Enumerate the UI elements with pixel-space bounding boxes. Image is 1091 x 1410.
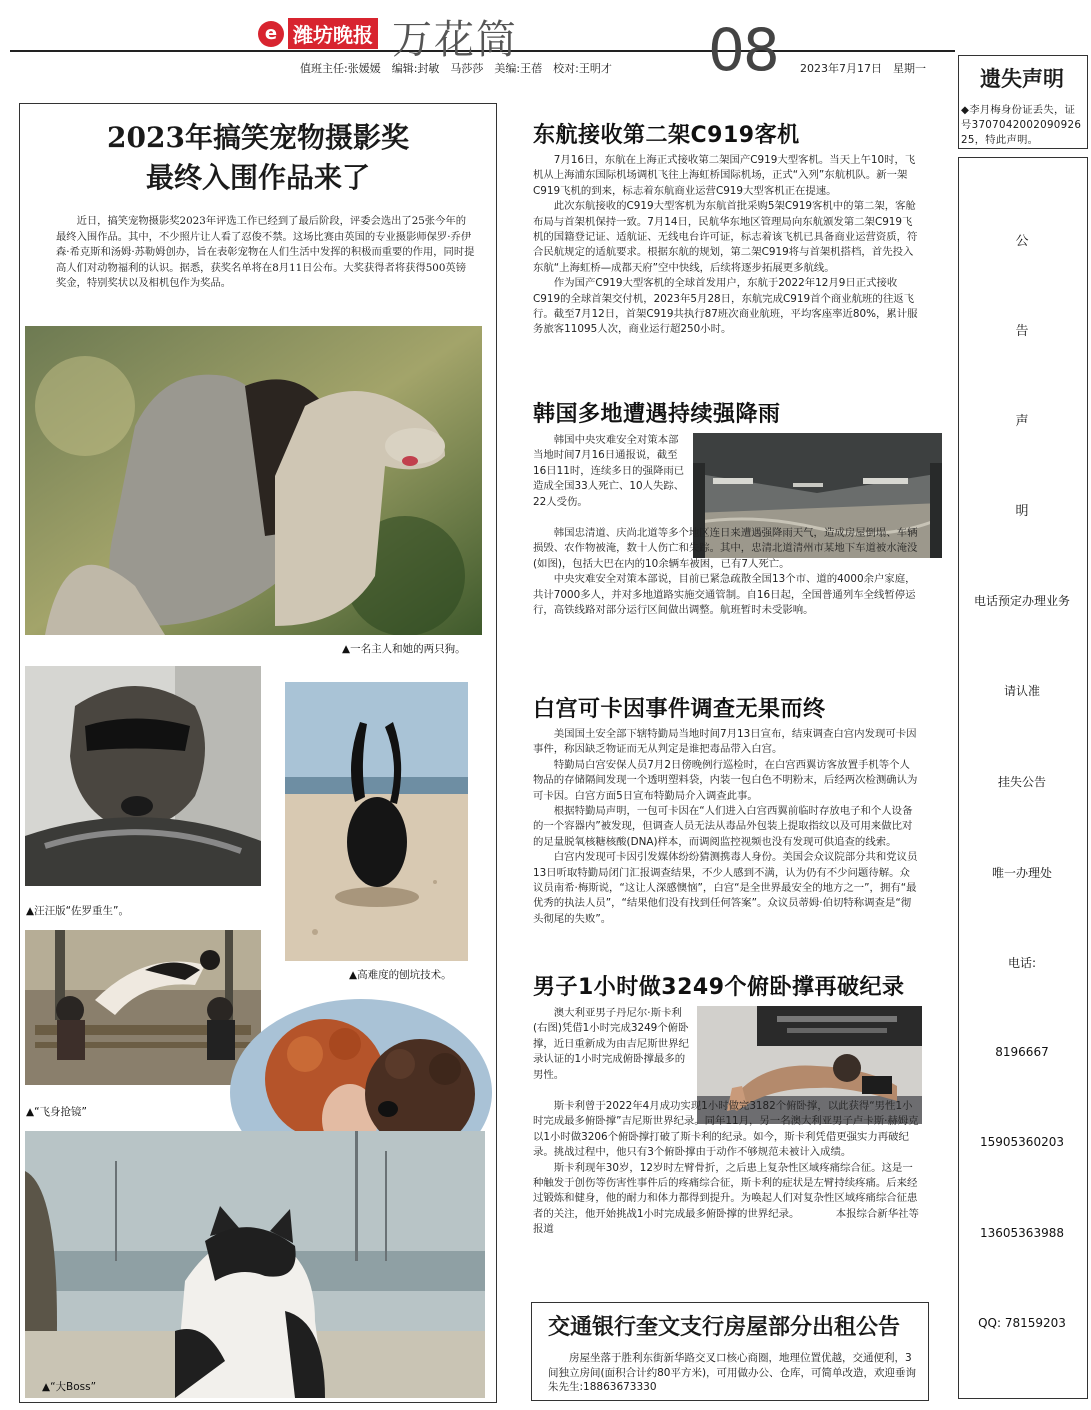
- logo-mark-icon: e: [258, 21, 284, 47]
- photo-dog-driver: [25, 666, 261, 886]
- article-c919-title: 东航接收第二架C919客机: [533, 123, 800, 148]
- photo-dog-digging: [285, 682, 468, 961]
- qq-number: QQ: 78159203: [978, 1316, 1066, 1330]
- photo-owner-dogs: [25, 326, 482, 635]
- article-pushup-title: 男子1小时做3249个俯卧撑再破纪录: [533, 975, 905, 1000]
- pets-headline-line2: 最终入围作品来了: [145, 161, 370, 194]
- article-c919-para: 此次东航接收的C919大型客机为东航首批采购5架C919客机中的第二架，客舱布局与首架机保持一致。7月14日，民航华东地区管理局向东航颁发第二架C919飞机的国籍登记证、适航证、无线电台许可证，标志着该飞机已具备商业运营资质，符合民航规定的适航要求。根据东航的规划，第二架C919将与首架机搭档，首先投入东航“上海虹桥—成都天府”空中快线，后续将逐步拓展更多航线。: [533, 200, 918, 274]
- article-korea-body-wrap: [533, 433, 685, 510]
- rental-ad-title: 交通银行奎文支行房屋部分出租公告: [548, 1314, 901, 1340]
- article-whitehouse-para: 白宫内发现可卡因引发媒体纷纷猜测携毒人身份。美国会众议院部分共和党议员13日听取特勤局闭门汇报调查结果，不少人感到不满，认为仍有不少问题待解。众议员南希·梅斯说，“这让人深感懊恼”，白宫“是全世界最安全的地方之一”，拥有“最优秀的执法人员”，“结果他们没有找到任何答案”。众议员蒂姆·伯切特称调查是“彻头彻尾的失败”。: [533, 851, 918, 925]
- paper-name: 潍坊晚报: [288, 18, 378, 49]
- article-pushup-para: 斯卡利现年30岁，12岁时左臂骨折，之后患上复杂性区域疼痛综合征。这是一种触发于创伤等伤害性事件后的疼痛综合征，斯卡利的症状是左臂持续疼痛。后来经过锻炼和健身，他的耐力和体力都得到提升。为唤起人们对复杂性区域疼痛综合征患者的关注，他开始挑战1小时完成最多俯卧撑的世界纪录。 本报综合新华社等报道: [533, 1161, 919, 1236]
- pets-headline: [40, 118, 476, 198]
- article-whitehouse-para: 特勤局白宫安保人员7月2日傍晚例行巡检时，在白宫西翼访客放置手机等个人物品的存储隔间发现一个透明塑料袋，内装一包白色不明粉末，后经两次检测确认为可卡因。白宫方面5日宣布特勤局介入调查此事。: [533, 758, 918, 802]
- caption-dog-driver: ▲汪汪版“佐罗重生”。: [26, 905, 129, 917]
- caption-owner-dogs: ▲一名主人和她的两只狗。: [342, 643, 466, 655]
- notice-char: 明: [1015, 504, 1029, 519]
- pets-headline-line1: 2023年搞笑宠物摄影奖: [107, 121, 409, 154]
- phone-number: 8196667: [995, 1045, 1049, 1059]
- article-korea-para: 韩国中央灾难安全对策本部当地时间7月16日通报说，截至16日11时，连续多日的强降雨已造成全国33人死亡、10人失踪、22人受伤。: [533, 434, 685, 508]
- lost-notice-body: ◆李月梅身份证丢失，证号370704200209092625，特此声明。: [961, 104, 1082, 146]
- article-pushup-para: 斯卡利曾于2022年4月成功实现1小时做完3182个俯卧撑，以此获得“男性1小时完成最多俯卧撑”吉尼斯世界纪录。同年11月，另一名澳大利亚男子卢卡斯·赫姆克以1小时做3206个俯卧撑打破了斯卡利的纪录。如今，斯卡利凭借更强实力再破纪录。挑战过程中，他只有3个俯卧撑由于动作不够规范未被计入成绩。: [533, 1100, 919, 1159]
- notice-char: 告: [1015, 324, 1029, 339]
- phone-number: 13605363988: [980, 1226, 1064, 1240]
- caption-flying-dog: ▲“飞身抢镜”: [26, 1106, 87, 1118]
- caption-cat-boss: ▲“大Boss”: [42, 1381, 97, 1393]
- page-number: 08: [708, 16, 778, 84]
- lost-announcement-label: 挂失公告: [997, 775, 1046, 789]
- section-name: 万花筒: [392, 17, 518, 63]
- article-whitehouse-body: [533, 727, 919, 927]
- editor-credits: 值班主任:张媛媛 编辑:封敏 马莎莎 美编:王蓓 校对:王明才: [300, 62, 612, 75]
- phone-label: 电话:: [1007, 956, 1037, 970]
- pets-intro: 近日，搞笑宠物摄影奖2023年评选工作已经到了最后阶段，评委会选出了25张今年的最终入围作品。其中，不少照片让人看了忍俊不禁。这场比赛由英国的专业摄影师保罗·乔伊森·希克斯和汤姆·苏勒姆创办，旨在表彰宠物在人们生活中发挥的积极而重要的作用，同时提高人们对动物福利的认识。据悉，获奖名单将在8月11日公布。大奖获得者将获得500英镑奖金，特别奖状以及相机包作为奖品。: [56, 215, 475, 289]
- article-whitehouse-para: 根据特勤局声明，一包可卡因在“人们进入白宫西翼前临时存放电子和个人设备的一个容器内”被发现，但调查人员无法从毒品外包装上提取指纹以及可用来做比对的足量脱氧核糖核酸(DNA)样本，而调阅监控视频也没有发现可供追查的线索。: [533, 805, 913, 848]
- service-label: 电话预定办理业务: [973, 594, 1070, 608]
- article-c919-body: [533, 153, 919, 338]
- trust-label: 请认准: [1003, 684, 1040, 698]
- caption-dog-digging: ▲高难度的刨坑技术。: [349, 969, 452, 981]
- article-pushup-body: [533, 1099, 919, 1238]
- issue-date: 2023年7月17日 星期一: [800, 62, 926, 75]
- office-label: 唯一办理处: [991, 866, 1052, 880]
- notice-char: 公: [1015, 234, 1029, 249]
- article-korea-para: 韩国忠清道、庆尚北道等多个地区连日来遭遇强降雨天气，造成房屋倒塌、车辆损毁、农作物被淹，数十人伤亡和失踪。其中，忠清北道清州市某地下车道被水淹没(如图)，包括大巴在内的10余辆车被困，已有7人死亡。: [533, 527, 918, 570]
- phone-number: 15905360203: [980, 1135, 1064, 1149]
- notice-char: 声: [1015, 414, 1029, 429]
- article-c919-para: 7月16日，东航在上海正式接收第二架国产C919大型客机。当天上午10时，飞机从上海浦东国际机场调机飞往上海虹桥国际机场，正式“入列”东航机队。新一架C919飞机的到来，标志着东航商业运营C919大型客机正在提速。: [533, 154, 916, 197]
- article-c919-para: 作为国产C919大型客机的全球首发用户，东航于2022年12月9日正式接收C919的全球首架交付机，2023年5月28日，东航完成C919首个商业航班的往返飞行。截至7月12日，首架C919共执行87班次商业航班，平均客座率近80%，累计服务旅客11095人次，商业运行超250小时。: [533, 277, 918, 336]
- lost-notice-title: 遗失声明: [980, 66, 1064, 91]
- paper-logo: [258, 18, 378, 49]
- article-pushup-body-wrap: [533, 1006, 689, 1083]
- article-whitehouse-title: 白宫可卡因事件调查无果而终: [533, 697, 826, 722]
- photo-flying-dog: [25, 930, 261, 1085]
- article-korea-para: 中央灾难安全对策本部说，目前已紧急疏散全国13个市、道的4000余户家庭，共计7000多人，并对多地道路实施交通管制。自16日起，全国普通列车全线暂停运行，高铁线路对部分运行区间做出调整。航班暂时未受影响。: [533, 573, 916, 617]
- rental-ad-body: 房屋坐落于胜利东街新华路交叉口核心商圈，地理位置优越，交通便利，3间独立房间(面积合计约80平方米)，可用做办公、仓库，可简单改造，欢迎垂询朱先生:18863673330: [548, 1352, 917, 1393]
- photo-cat-boss: [25, 1131, 485, 1398]
- article-whitehouse-para: 美国国土安全部下辖特勤局当地时间7月13日宣布，结束调查白宫内发现可卡因事件，称因缺乏物证而无从判定是谁把毒品带入白宫。: [533, 728, 917, 756]
- article-pushup-para: 澳大利亚男子丹尼尔·斯卡利(右图)凭借1小时完成3249个俯卧撑，近日重新成为由吉尼斯世界纪录认证的1小时完成俯卧撑最多的男性。: [533, 1007, 689, 1081]
- article-korea-title: 韩国多地遭遇持续强降雨: [533, 402, 781, 427]
- article-korea-body: [533, 526, 919, 618]
